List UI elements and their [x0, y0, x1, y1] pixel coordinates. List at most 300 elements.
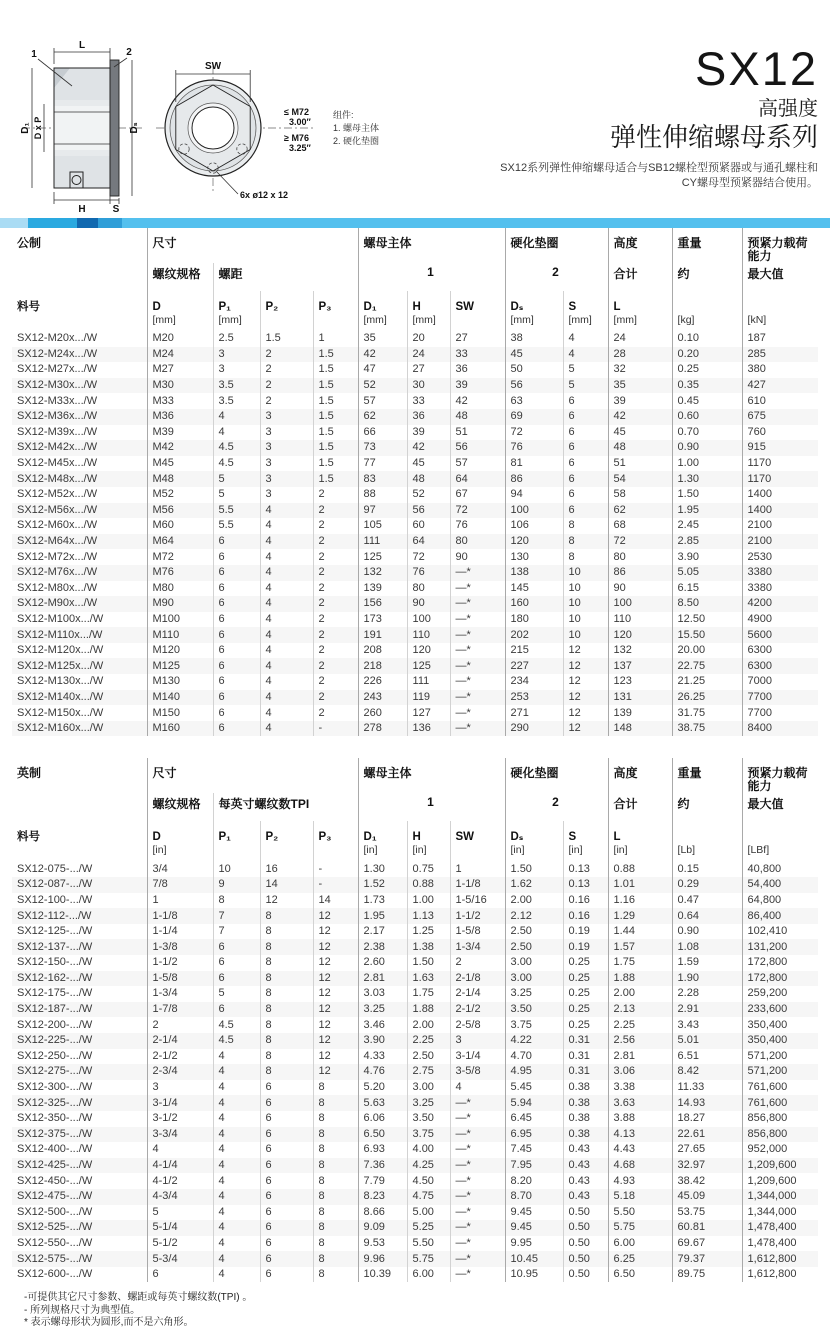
table-cell: M76	[147, 565, 213, 581]
table-cell: 88	[358, 487, 407, 503]
table-cell: 6	[213, 721, 260, 737]
table-cell: 3.75	[407, 1127, 450, 1143]
table-cell: 6.95	[505, 1127, 563, 1143]
table-cell: 0.43	[563, 1158, 608, 1174]
table-cell: M24	[147, 347, 213, 363]
table-cell: 1.88	[608, 971, 672, 987]
table-cell: 20	[407, 331, 450, 347]
table-cell: 45	[505, 347, 563, 363]
table-cell: 12	[313, 955, 358, 971]
table-cell: 48	[608, 440, 672, 456]
table-cell: 4.00	[407, 1142, 450, 1158]
imperial-table	[12, 758, 818, 1282]
table-cell: —*	[450, 1267, 505, 1283]
column-unit: [in]	[568, 844, 583, 857]
table-cell: 0.25	[563, 955, 608, 971]
table-cell: 856,800	[742, 1111, 818, 1127]
table-cell: 40,800	[742, 861, 818, 877]
table-cell: 10	[563, 565, 608, 581]
table-cell: 0.90	[672, 440, 742, 456]
table-cell: 72	[608, 534, 672, 550]
table-cell: 1-3/4	[147, 986, 213, 1002]
table-cell: 1400	[742, 487, 818, 503]
table-cell: 1.5	[313, 456, 358, 472]
table-cell: 1,344,000	[742, 1205, 818, 1221]
table-cell: 761,600	[742, 1095, 818, 1111]
table-cell: 2-1/2	[147, 1049, 213, 1065]
table-cell: 8	[260, 1049, 313, 1065]
part-number-cell: SX12-M100x.../W	[17, 612, 104, 625]
table-cell: —*	[450, 705, 505, 721]
table-cell: 1.30	[358, 861, 407, 877]
table-row	[12, 1017, 818, 1033]
column-unit: [Lb]	[677, 844, 696, 857]
table-cell: 7.36	[358, 1158, 407, 1174]
table-cell: 12	[313, 1033, 358, 1049]
table-row	[12, 347, 818, 363]
table-cell: 8	[313, 1173, 358, 1189]
table-row	[12, 674, 818, 690]
table-cell: 2	[313, 643, 358, 659]
table-cell: 427	[742, 378, 818, 394]
table-cell: 1-3/8	[147, 939, 213, 955]
table-cell: 119	[407, 690, 450, 706]
column-group-header: 重量	[672, 228, 742, 263]
table-cell: 120	[608, 627, 672, 643]
column-label: S	[568, 301, 577, 313]
table-cell: 160	[505, 596, 563, 612]
table-cell: 0.38	[563, 1080, 608, 1096]
column-label: Dₛ	[510, 301, 524, 313]
table-cell: 571,200	[742, 1064, 818, 1080]
table-cell: 110	[407, 627, 450, 643]
table-row	[12, 378, 818, 394]
table-cell: 8	[260, 908, 313, 924]
table-cell: 4.75	[407, 1189, 450, 1205]
part-number-cell: SX12-400-.../W	[17, 1143, 93, 1156]
table-cell: 2-3/4	[147, 1064, 213, 1080]
table-cell: 1.52	[358, 877, 407, 893]
table-cell: M130	[147, 674, 213, 690]
table-cell: 1.5	[313, 393, 358, 409]
table-cell: 86	[505, 471, 563, 487]
table-cell: 3	[260, 471, 313, 487]
table-cell: 86	[608, 565, 672, 581]
table-cell: 1.95	[358, 908, 407, 924]
dim-label-L: L	[78, 40, 86, 51]
table-cell: 5.5	[213, 503, 260, 519]
table-cell: 6	[260, 1220, 313, 1236]
column-header	[563, 291, 608, 331]
table-cell: 2	[313, 596, 358, 612]
table-cell: 8	[563, 534, 608, 550]
table-cell: 1	[147, 893, 213, 909]
part-number-cell: SX12-M125x.../W	[17, 659, 104, 672]
table-cell: 12	[313, 924, 358, 940]
table-cell: 3.88	[608, 1111, 672, 1127]
column-label: P₂	[265, 301, 279, 313]
table-cell: 63	[505, 393, 563, 409]
table-cell: 80	[608, 549, 672, 565]
column-label: H	[412, 301, 421, 313]
table-row	[12, 1002, 818, 1018]
table-cell: 4	[213, 1158, 260, 1174]
column-group-header: 尺寸	[147, 758, 358, 793]
table-cell: 4	[213, 1064, 260, 1080]
column-label: D₁	[363, 301, 377, 313]
table-cell: 208	[358, 643, 407, 659]
table-cell: 4	[213, 1267, 260, 1283]
table-cell: 8	[313, 1142, 358, 1158]
table-cell: 6.93	[358, 1142, 407, 1158]
table-body	[12, 331, 818, 736]
part-number-cell: SX12-187-.../W	[17, 1003, 93, 1016]
table-cell: 4	[450, 1080, 505, 1096]
table-cell: 105	[358, 518, 407, 534]
table-cell: 31.75	[672, 705, 742, 721]
table-cell: 3.25	[407, 1095, 450, 1111]
table-cell: 4	[213, 409, 260, 425]
table-cell: 0.25	[563, 971, 608, 987]
column-header	[505, 821, 563, 861]
table-cell: 35	[608, 378, 672, 394]
table-cell: 12	[313, 1049, 358, 1065]
table-cell: 12	[563, 658, 608, 674]
table-cell: 2-1/4	[147, 1033, 213, 1049]
table-cell: 11.33	[672, 1080, 742, 1096]
table-cell: 72	[450, 503, 505, 519]
technical-drawing	[8, 28, 408, 218]
table-cell: 6	[260, 1080, 313, 1096]
column-header	[608, 821, 672, 861]
table-cell: 9.96	[358, 1251, 407, 1267]
part-number-cell: SX12-M76x.../W	[17, 566, 98, 579]
table-cell: 4	[260, 565, 313, 581]
table-cell: 45	[608, 425, 672, 441]
table-cell: 1.5	[313, 425, 358, 441]
table-cell: 4	[260, 549, 313, 565]
table-cell: 6.00	[407, 1267, 450, 1283]
column-unit: [in]	[363, 844, 378, 857]
table-cell: 12	[260, 893, 313, 909]
table-cell: 6	[213, 581, 260, 597]
table-cell: 243	[358, 690, 407, 706]
part-number-cell: SX12-275-.../W	[17, 1065, 93, 1078]
table-cell: —*	[450, 721, 505, 737]
table-cell: 2.28	[672, 986, 742, 1002]
table-cell: 4-1/2	[147, 1173, 213, 1189]
column-unit	[219, 844, 258, 857]
part-number-cell: SX12-M90x.../W	[17, 597, 98, 610]
part-number-cell: SX12-325-.../W	[17, 1096, 93, 1109]
table-cell: 1.38	[407, 939, 450, 955]
table-cell: 2-1/8	[450, 971, 505, 987]
column-label: 料号	[17, 831, 40, 844]
annotation-le-m72: ≤ M72	[284, 107, 309, 117]
table-cell: 8	[260, 1017, 313, 1033]
table-cell: 7	[213, 924, 260, 940]
table-cell: 1.44	[608, 924, 672, 940]
table-cell: 130	[505, 549, 563, 565]
column-header	[260, 291, 313, 331]
table-cell: 6	[213, 612, 260, 628]
table-cell: 132	[608, 643, 672, 659]
table-cell: 5.50	[407, 1236, 450, 1252]
table-cell: 2.81	[608, 1049, 672, 1065]
table-cell: 0.16	[563, 908, 608, 924]
column-header	[450, 291, 505, 331]
table-cell: 73	[358, 440, 407, 456]
table-cell: 5.05	[672, 565, 742, 581]
column-label: SW	[455, 301, 475, 313]
table-cell: 1.75	[608, 955, 672, 971]
table-cell: 120	[407, 643, 450, 659]
table-cell: 22.61	[672, 1127, 742, 1143]
table-cell: 33	[407, 393, 450, 409]
table-cell: 0.31	[563, 1049, 608, 1065]
table-cell: M56	[147, 503, 213, 519]
table-cell: 1.29	[608, 908, 672, 924]
part-number-cell: SX12-M45x.../W	[17, 457, 98, 470]
table-cell: 1.73	[358, 893, 407, 909]
table-cell: M72	[147, 549, 213, 565]
table-cell: 76	[505, 440, 563, 456]
table-row	[12, 1111, 818, 1127]
column-unit: [kg]	[677, 314, 695, 326]
table-cell: —*	[450, 1158, 505, 1174]
table-cell: 136	[407, 721, 450, 737]
table-cell: 36	[407, 409, 450, 425]
table-row	[12, 939, 818, 955]
table-cell: 47	[358, 362, 407, 378]
column-label: Dₛ	[510, 831, 524, 844]
table-cell: 8	[260, 1064, 313, 1080]
column-subgroup-header: 合计	[608, 263, 672, 291]
table-cell: 39	[450, 378, 505, 394]
column-subgroup-header: 螺纹规格	[147, 793, 213, 821]
table-cell: 610	[742, 393, 818, 409]
table-cell: 4	[260, 721, 313, 737]
table-region-label: 公制	[17, 236, 42, 250]
part-number-cell: SX12-M64x.../W	[17, 535, 98, 548]
table-cell: 187	[742, 331, 818, 347]
table-cell: 7000	[742, 674, 818, 690]
table-cell: 10	[563, 612, 608, 628]
table-cell: 72	[505, 425, 563, 441]
table-header	[12, 758, 818, 861]
table-cell: -	[313, 721, 358, 737]
table-cell: 856,800	[742, 1127, 818, 1143]
table-cell: M140	[147, 690, 213, 706]
table-cell: 106	[505, 518, 563, 534]
table-cell: 1-5/8	[147, 971, 213, 987]
table-cell: 2	[313, 674, 358, 690]
table-cell: 8	[260, 924, 313, 940]
table-cell: 111	[407, 674, 450, 690]
table-cell: 3.90	[672, 549, 742, 565]
annotation-le-size: 3.00″	[289, 117, 311, 127]
column-subgroup-header	[12, 793, 147, 821]
table-cell: 8	[563, 549, 608, 565]
table-cell: —*	[450, 1251, 505, 1267]
column-unit	[456, 314, 503, 327]
table-cell: 2	[260, 393, 313, 409]
table-cell: 4	[260, 705, 313, 721]
column-unit: [in]	[613, 844, 628, 857]
table-cell: 26.25	[672, 690, 742, 706]
table-cell: 3.25	[505, 986, 563, 1002]
accent-bar-segment	[77, 218, 98, 228]
table-cell: 5	[563, 378, 608, 394]
table-cell: 2.75	[407, 1064, 450, 1080]
table-cell: 4	[260, 503, 313, 519]
table-cell: M80	[147, 581, 213, 597]
table-cell: 38.75	[672, 721, 742, 737]
table-cell: 4.5	[213, 1017, 260, 1033]
table-cell: 12	[313, 986, 358, 1002]
table-cell: 3.00	[505, 955, 563, 971]
table-cell: 77	[358, 456, 407, 472]
table-row	[12, 1220, 818, 1236]
table-cell: 2	[260, 347, 313, 363]
column-subgroup-header: 约	[672, 793, 742, 821]
table-cell: 2530	[742, 549, 818, 565]
table-cell: 5	[213, 487, 260, 503]
table-cell: —*	[450, 1142, 505, 1158]
part-number-cell: SX12-250-.../W	[17, 1049, 93, 1062]
table-cell: M33	[147, 393, 213, 409]
part-number-cell: SX12-M80x.../W	[17, 581, 98, 594]
column-unit	[456, 844, 503, 857]
table-cell: 100	[407, 612, 450, 628]
column-header	[358, 291, 407, 331]
table-cell: 2	[313, 658, 358, 674]
table-cell: 54	[608, 471, 672, 487]
table-cell: 10.39	[358, 1267, 407, 1283]
column-subgroup-header: 1	[358, 793, 505, 821]
table-cell: 3.50	[505, 1002, 563, 1018]
table-cell: 8.70	[505, 1189, 563, 1205]
table-cell: M30	[147, 378, 213, 394]
table-cell: 14	[260, 877, 313, 893]
part-number-cell: SX12-087-.../W	[17, 878, 93, 891]
table-cell: 8	[313, 1080, 358, 1096]
table-cell: 0.50	[563, 1220, 608, 1236]
table-cell: 4.43	[608, 1142, 672, 1158]
column-unit: [mm]	[510, 314, 534, 326]
table-cell: 21.25	[672, 674, 742, 690]
table-cell: 5	[147, 1205, 213, 1221]
table-cell: 2	[450, 955, 505, 971]
table-cell: 60	[407, 518, 450, 534]
column-label: 料号	[17, 301, 40, 313]
table-cell: —*	[450, 1127, 505, 1143]
table-cell: 2100	[742, 518, 818, 534]
table-cell: 0.13	[563, 861, 608, 877]
table-cell: 0.88	[608, 861, 672, 877]
table-cell: 1400	[742, 503, 818, 519]
table-cell: 290	[505, 721, 563, 737]
table-cell: 6	[213, 1002, 260, 1018]
column-header	[12, 821, 147, 861]
footnote: - 所列规格尺寸为典型值。	[24, 1304, 141, 1316]
table-cell: 5.45	[505, 1080, 563, 1096]
table-cell: 180	[505, 612, 563, 628]
column-unit: [mm]	[613, 314, 637, 326]
table-cell: 6	[213, 705, 260, 721]
table-cell: 12	[563, 705, 608, 721]
table-cell: 3.03	[358, 986, 407, 1002]
part-number-cell: SX12-M140x.../W	[17, 690, 104, 703]
table-row	[12, 518, 818, 534]
table-cell: 94	[505, 487, 563, 503]
table-cell: 4.93	[608, 1173, 672, 1189]
table-cell: 1.88	[407, 1002, 450, 1018]
table-cell: 6	[260, 1142, 313, 1158]
table-cell: 4.5	[213, 1033, 260, 1049]
table-cell: 0.31	[563, 1064, 608, 1080]
legend-item-2: 2. 硬化垫圈	[333, 136, 380, 146]
table-cell: 28	[608, 347, 672, 363]
table-cell: 3/4	[147, 861, 213, 877]
hole-note: 6x ø12 x 12	[240, 190, 289, 200]
table-cell: M60	[147, 518, 213, 534]
table-cell: —*	[450, 1095, 505, 1111]
table-cell: 1.13	[407, 908, 450, 924]
part-number-cell: SX12-162-.../W	[17, 971, 93, 984]
table-cell: 7.79	[358, 1173, 407, 1189]
table-cell: 2.56	[608, 1033, 672, 1049]
table-cell: 5.25	[407, 1220, 450, 1236]
table-cell: 2.50	[407, 1049, 450, 1065]
table-cell: 191	[358, 627, 407, 643]
column-group-header: 高度	[608, 228, 672, 263]
column-header	[313, 291, 358, 331]
table-cell: 2	[313, 705, 358, 721]
column-label: D	[152, 301, 161, 313]
table-cell: 4.68	[608, 1158, 672, 1174]
table-cell: 259,200	[742, 986, 818, 1002]
table-cell: 80	[407, 581, 450, 597]
table-cell: 27	[450, 331, 505, 347]
table-cell: 9.45	[505, 1205, 563, 1221]
table-cell: M125	[147, 658, 213, 674]
table-cell: 7700	[742, 690, 818, 706]
table-cell: 4200	[742, 596, 818, 612]
table-cell: 6	[213, 643, 260, 659]
table-row	[12, 877, 818, 893]
table-cell: 3-1/4	[450, 1049, 505, 1065]
table-cell: 9.95	[505, 1236, 563, 1252]
column-subgroup-header: 螺纹规格	[147, 263, 213, 291]
table-cell: 1.5	[313, 409, 358, 425]
callout-2: 2	[126, 47, 132, 58]
table-cell: 2.60	[358, 955, 407, 971]
table-cell: 4	[260, 534, 313, 550]
table-cell: 1.57	[608, 939, 672, 955]
table-cell: 1,478,400	[742, 1220, 818, 1236]
table-cell: 4.22	[505, 1033, 563, 1049]
table-cell: 0.19	[563, 924, 608, 940]
table-cell: 56	[505, 378, 563, 394]
table-cell: 1.00	[672, 456, 742, 472]
table-cell: 0.38	[563, 1111, 608, 1127]
table-cell: 253	[505, 690, 563, 706]
table-cell: 0.25	[672, 362, 742, 378]
table-cell: 1-3/4	[450, 939, 505, 955]
table-cell: 3.5	[213, 393, 260, 409]
table-cell: 6	[260, 1205, 313, 1221]
